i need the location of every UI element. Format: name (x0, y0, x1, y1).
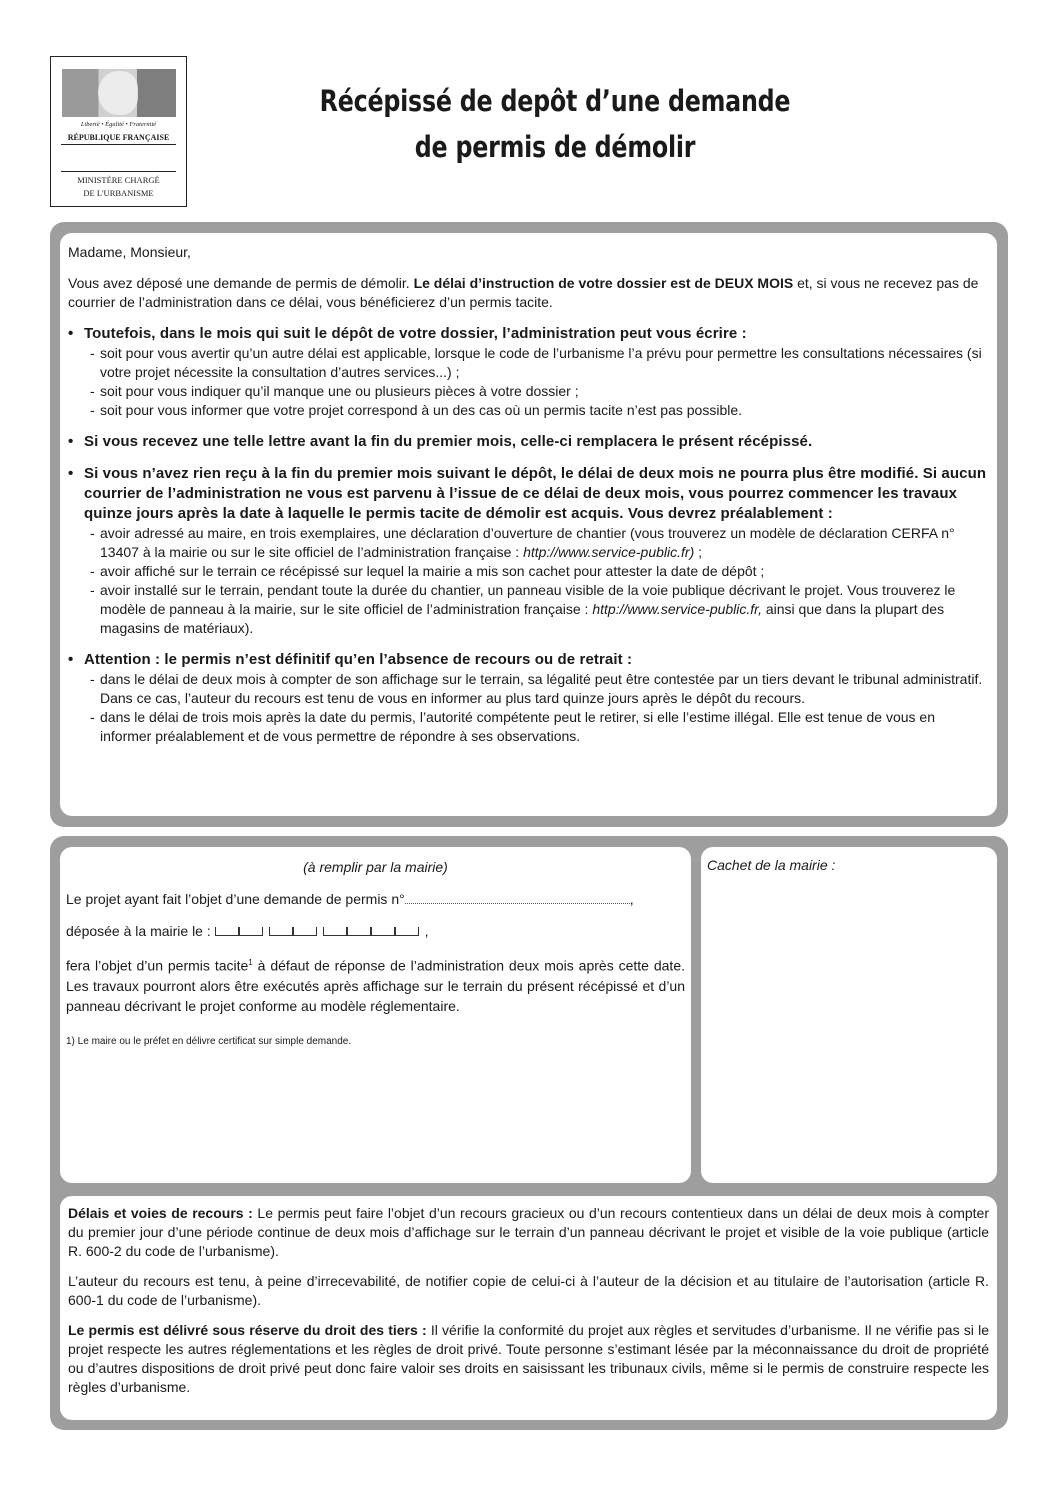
deposit-date-line (66, 921, 685, 941)
logo-republic: RÉPUBLIQUE FRANÇAISE (61, 133, 176, 145)
section3-item3-text: avoir installé sur le terrain, pendant toute la durée du chantier, un panneau visible de la voie publique décrivant le projet. Vous trouverez le modèle de panneau à la mairie, sur le site officiel de l’administration française : (100, 582, 956, 617)
section3-item (100, 524, 989, 562)
stamp-panel (701, 847, 997, 1183)
intro-paragraph (68, 274, 989, 312)
date-month-field[interactable] (269, 927, 317, 936)
section3-item (100, 581, 989, 638)
tacit-text-a: fera l’objet d’un permis tacite (66, 957, 249, 974)
droit-tiers-heading: Le permis est délivré sous réserve du droit des tiers : (68, 1322, 427, 1338)
section1-item: soit pour vous avertir qu’un autre délai est applicable, lorsque le code de l’urbanisme l’a prévu pour permettre les consultations nécessaires (si votre projet nécessite la consultation d’autres services...) ; (100, 345, 982, 380)
section-travaux: • Si vous n’avez rien reçu à la fin du premier mois suivant le dépôt, le délai de deux mois ne pourra plus être modifié. Si aucun courrier de l’administration ne vous est parvenu à l’issue de ce délai de deux mois, vous pourrez commencer les travaux quinze jours après la date à laquelle le permis tacite de démolir est acquis. Vous devrez préalablement : - avoir adressé au maire, en trois exemplaires, une déclaration d’ouverture de chantier (vous trouverez un modèle de déclaration CERFA n° 13407 à la mairie ou sur le site officiel de l’administration française : http://www.service-public.fr) ; - avoir affiché sur le terrain ce récépissé sur lequel la mairie a mis son cachet pour attester la date de dépôt ; - avoir installé sur le terrain, pendant toute la durée du chantier, un panneau visible de la voie publique décrivant le projet. Vous trouverez le modèle de panneau à la mairie, sur le site officiel de l’administration française : http://www.service-public.fr, ainsi que dans la plupart des magasins de matériaux). (68, 464, 989, 638)
tacit-permit-paragraph (66, 953, 685, 1016)
section3-item: avoir affiché sur le terrain ce récépissé sur lequel la mairie a mis son cachet pour attester la date de dépôt ; (100, 563, 765, 579)
mairie-header: (à remplir par la mairie) (303, 859, 448, 875)
page-title (305, 78, 805, 170)
section-toutefois: • Toutefois, dans le mois qui suit le dépôt de votre dossier, l’administration peut vous écrire : - soit pour vous avertir qu’un autre délai est applicable, lorsque le code de l’urbanisme l’a prévu pour permettre les consultations nécessaires (si votre projet nécessite la consultation d’autres services...) ; - soit pour vous indiquer qu’il manque une ou plusieurs pièces à votre dossier ; - soit pour vous informer que votre projet correspond à un des cas où un permis tacite n’est pas possible. (68, 324, 989, 420)
section4-item: dans le délai de trois mois après la date du permis, l’autorité compétente peut le retirer, si elle l’estime illégal. Elle est tenue de vous en informer préalablement et de vous permettre de répondre à ses observations. (100, 709, 936, 744)
ministry-line1: MINISTÈRE CHARGÉ (77, 175, 160, 185)
service-public-link[interactable]: http://www.service-public.fr) (523, 544, 695, 560)
title-line1: Récépissé de depôt d’une demande (319, 84, 791, 118)
recours-paragraph-3 (68, 1321, 989, 1397)
section-lettre: • Si vous recevez une telle lettre avant la fin du premier mois, celle-ci remplacera le présent récépissé. (68, 433, 813, 450)
recours-text-3: Il vérifie la conformité du projet aux règles et servitudes d’urbanisme. Il ne vérifie pas si le projet respecte les autres réglementations et les règles de droit privé. Toute personne s’estimant lésée par la méconnaissance du droit de propriété ou d’autres dispositions de droit privé peut donc faire valoir ses droits en saisissant les tribunaux civils, même si le permis de construire respecte les règles d’urbanisme. (68, 1322, 989, 1395)
info-panel (60, 233, 997, 816)
service-public-link[interactable]: http://www.service-public.fr, (592, 601, 762, 617)
ministry-line2: DE L'URBANISME (83, 188, 154, 198)
intro-text-a: Vous avez déposé une demande de permis de démolir. (68, 275, 410, 291)
permit-number-field[interactable] (405, 891, 630, 904)
section1-heading: Toutefois, dans le mois qui suit le dépôt de votre dossier, l’administration peut vous écrire : (84, 325, 747, 342)
recours-text-1: Le permis peut faire l’objet d’un recours gracieux ou d’un recours contentieux dans un délai de deux mois à compter du premier jour d’une période continue de deux mois d’affichage sur le terrain d’un panneau décrivant le projet et visible de la voie publique (article R. 600-2 du code de l’urbanisme). (68, 1205, 989, 1259)
footnote-ref: 1 (248, 958, 253, 967)
section4-heading: Attention : le permis n’est définitif qu’en l’absence de recours ou de retrait : (84, 651, 633, 668)
date-year-field[interactable] (323, 927, 419, 936)
intro-bold: Le délai d’instruction de votre dossier est de DEUX MOIS (413, 275, 794, 291)
section3-item1-end: ; (698, 544, 703, 560)
section1-item: soit pour vous informer que votre projet correspond à un des cas où un permis tacite n’est pas possible. (100, 402, 743, 418)
section4-item: dans le délai de deux mois à compter de son affichage sur le terrain, sa légalité peut être contestée par un tiers devant le tribunal administratif. Dans ce cas, l’auteur du recours est tenu de vous en informer au plus tard quinze jours après le dépôt du recours. (100, 671, 983, 706)
republique-francaise-logo (50, 56, 187, 207)
intro-text-b: et, si vous ne recevez pas de courrier de l’administration dans ce délai, vous bénéficierez d’un permis tacite. (68, 275, 979, 310)
recours-heading: Délais et voies de recours : (68, 1205, 253, 1221)
recours-paragraph-2: L’auteur du recours est tenu, à peine d’irrecevabilité, de notifier copie de celui-ci à l’auteur de la décision et au titulaire de l’autorisation (article R. 600-1 du code de l’urbanisme). (68, 1273, 989, 1308)
permit-number-end: , (629, 891, 634, 907)
section1-item: soit pour vous indiquer qu’il manque une ou plusieurs pièces à votre dossier ; (100, 383, 579, 399)
permit-number-label: Le projet ayant fait l’objet d’une demande de permis n° (66, 891, 405, 907)
title-line2: de permis de démolir (414, 130, 696, 164)
tacit-text-b: à défaut de réponse de l’administration deux mois après cette date. Les travaux pourront alors être exécutés après affichage sur le terrain du présent récépissé et d’un panneau décrivant le projet conforme au modèle réglementaire. (66, 957, 685, 1014)
stamp-label: Cachet de la mairie : (707, 857, 836, 873)
greeting: Madame, Monsieur, (68, 244, 191, 260)
marianne-logo-icon (62, 69, 176, 117)
mairie-panel (60, 847, 691, 1183)
recours-paragraph-1 (68, 1204, 989, 1261)
logo-ministry (61, 171, 176, 200)
logo-motto: Liberté • Égalité • Fraternité (80, 121, 157, 128)
deposit-date-label: déposée à la mairie le : (66, 923, 211, 939)
section3-item1-text: avoir adressé au maire, en trois exemplaires, une déclaration d’ouverture de chantier (vous trouverez un modèle de déclaration CERFA n° 13407 à la mairie ou sur le site officiel de l’administration française : (100, 525, 955, 560)
recours-panel (60, 1196, 997, 1420)
permit-number-line (66, 889, 685, 909)
section3-item3-end: ainsi que dans la plupart des magasins de matériaux). (100, 601, 945, 636)
deposit-date-end: , (424, 923, 429, 939)
section-attention: • Attention : le permis n’est définitif qu’en l’absence de recours ou de retrait : - dans le délai de deux mois à compter de son affichage sur le terrain, sa légalité peut être contestée par un tiers devant le tribunal administratif. Dans ce cas, l’auteur du recours est tenu de vous en informer au plus tard quinze jours après le dépôt du recours. - dans le délai de trois mois après la date du permis, l’autorité compétente peut le retirer, si elle l’estime illégal. Elle est tenue de vous en informer préalablement et de vous permettre de répondre à ses observations. (68, 650, 989, 746)
section3-heading: Si vous n’avez rien reçu à la fin du premier mois suivant le dépôt, le délai de deux mois ne pourra plus être modifié. Si aucun courrier de l’administration ne vous est parvenu à l’issue de ce délai de deux mois, vous pourrez commencer les travaux quinze jours après la date à laquelle le permis tacite de démolir est acquis. Vous devrez préalablement : (84, 465, 987, 522)
date-day-field[interactable] (215, 927, 263, 936)
footnote: 1) Le maire ou le préfet en délivre certificat sur simple demande. (66, 1035, 352, 1047)
section2-heading: Si vous recevez une telle lettre avant la fin du premier mois, celle-ci remplacera le présent récépissé. (84, 433, 813, 450)
